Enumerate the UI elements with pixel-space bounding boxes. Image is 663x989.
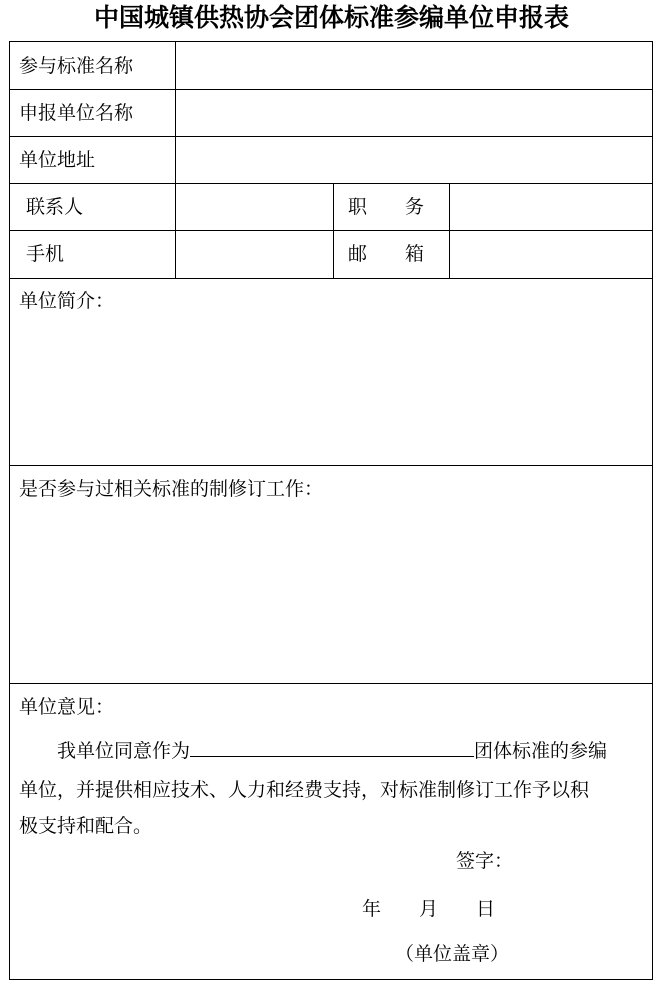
opinion-text-before: 我单位同意作为: [57, 740, 191, 762]
opinion-line-1: [19, 731, 644, 771]
contact-label: 联系人: [26, 196, 84, 218]
seal-label: （单位盖章）: [395, 943, 510, 965]
row-divider: [10, 183, 652, 184]
opinion-label: 单位意见：: [19, 696, 115, 718]
row-divider: [10, 136, 652, 137]
standard-name-label: 参与标准名称: [19, 55, 134, 77]
signature-label: 签字：: [456, 850, 514, 872]
standard-name-blank[interactable]: [190, 736, 474, 757]
opinion-line-3: 极支持和配合。: [19, 815, 153, 837]
row-divider: [10, 465, 652, 466]
mobile-label: 手机: [26, 243, 65, 265]
unit-address-label: 单位地址: [19, 149, 96, 171]
row-divider: [10, 230, 652, 231]
intro-label: 单位简介：: [19, 290, 115, 312]
application-form: [9, 41, 653, 980]
row-divider: [10, 89, 652, 90]
column-divider: [333, 183, 334, 278]
row-divider: [10, 683, 652, 684]
opinion-text-after: 团体标准的参编: [474, 740, 608, 762]
date-label: 年 月 日: [362, 898, 496, 920]
position-label: 职 务: [348, 196, 425, 218]
column-divider: [175, 42, 176, 278]
opinion-line-2: 单位，并提供相应技术、人力和经费支持，对标准制修订工作予以积: [19, 779, 590, 801]
experience-label: 是否参与过相关标准的制修订工作：: [19, 478, 324, 500]
row-divider: [10, 278, 652, 279]
email-label: 邮 箱: [348, 243, 425, 265]
column-divider: [449, 183, 450, 278]
form-title: 中国城镇供热协会团体标准参编单位申报表: [93, 3, 569, 32]
unit-name-label: 申报单位名称: [19, 102, 134, 124]
